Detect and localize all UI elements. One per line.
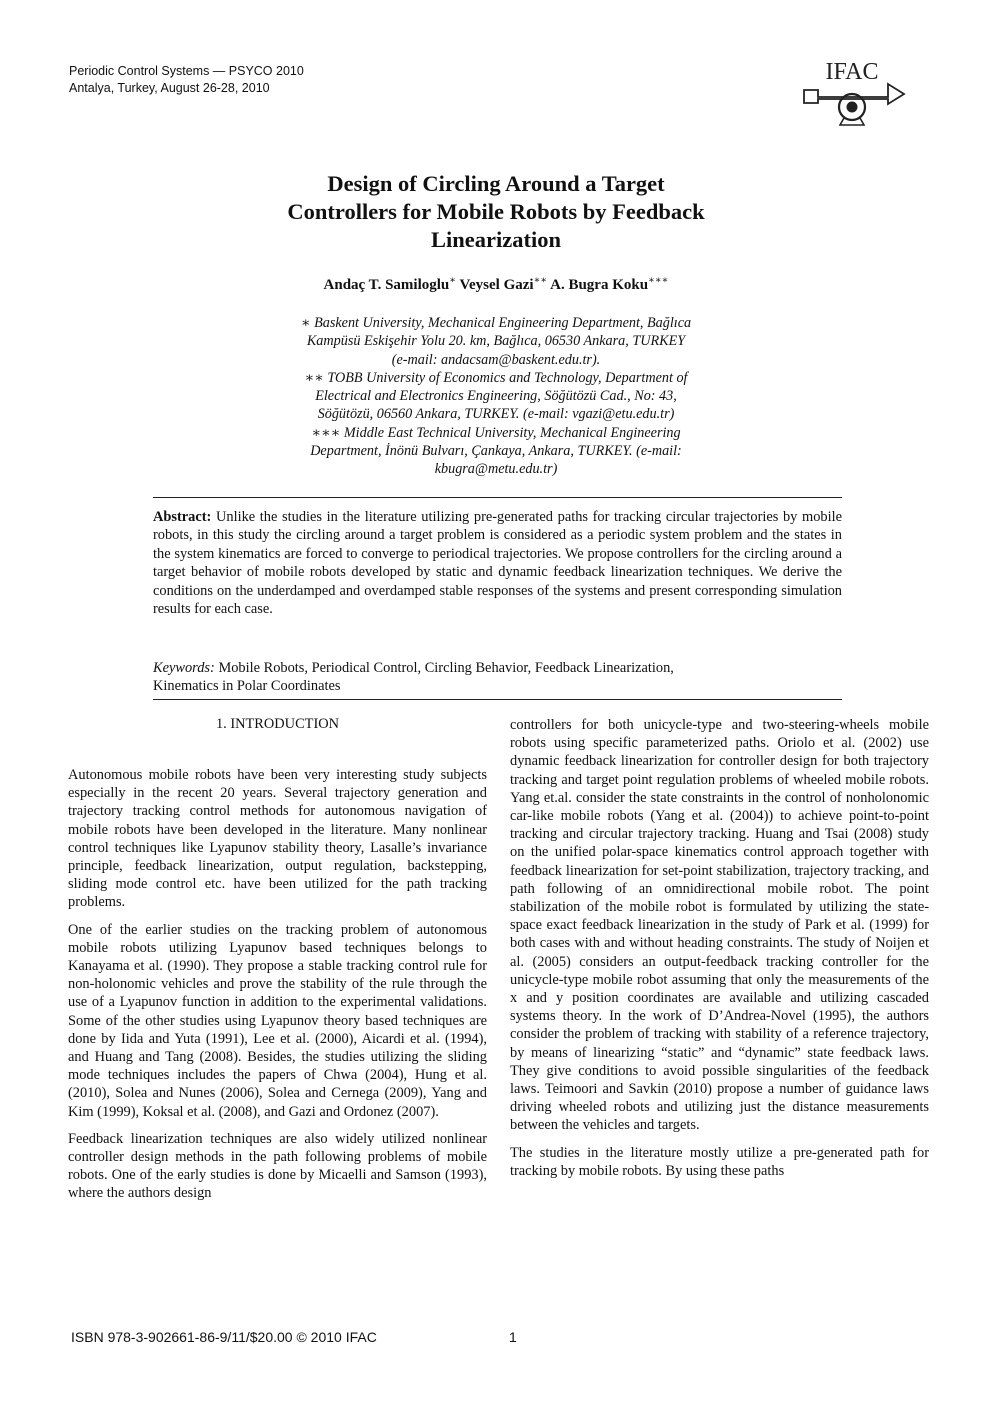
ifac-logo — [800, 57, 910, 129]
abstract-bottom-rule — [153, 699, 842, 700]
paragraph: Feedback linearization techniques are also widely utilized nonlinear controller design methods in the path following problems of mobile robots. One of the early studies is done by Micaelli and Samson (1993), where the authors design — [68, 1130, 487, 1202]
keywords-text: Kinematics in Polar Coordinates — [153, 678, 341, 695]
affiliation-line: ∗ Baskent University, Mechanical Engineering Department, Bağlıca — [300, 315, 692, 331]
conference-header — [69, 63, 304, 97]
paragraph: Autonomous mobile robots have been very interesting study subjects especially in the recent 20 years. Several trajectory generation and trajectory tracking control methods for autonomous navigation of mobile robots have been developed in the literature. Many nonlinear control techniques like Lyapunov stability theory, Lasalle’s invariance principle, feedback linearization, output regulation, backstepping, sliding mode control etc. have been utilized for the path tracking problems. — [68, 767, 487, 911]
keywords-label: Keywords: — [153, 660, 215, 676]
paragraph: controllers for both unicycle-type and two-steering-wheels mobile robots using specific parameterized paths. Oriolo et al. (2002) use dynamic feedback linearization for controller design for both trajectory tracking and target point regulation problems of wheeled mobile robots. Yang et.al. consider the state constraints in the control of nonholonomic car-like mobile robots (Yang et al. (2004)) to achieve point-to-point tracking and circular trajectory tracking. Huang and Tsai (2008) study on the unified polar-space kinematics control approach together with feedback linearization for set-point stabilization, trajectory tracking, and path following of an omnidirectional mobile robot. The point stabilization of the mobile robot is formulated by utilizing the state-space exact feedback linearization in the study of Park et al. (1999) for both cases with and without heading constraints. The study of Noijen et al. (2005) considers an output-feedback tracking controller for the unicycle-type mobile robot assuming that only the measurements of the x and y position coordinates are available and utilizing cascaded systems theory. In the work of D’Andrea-Novel (1995), the authors consider the problem of tracking with stability of a reference trajectory, by means of linearizing “static” and “dynamic” state feedback laws. They give conditions to avoid possible singularities of the feedback laws. Teimoori and Savkin (2010) propose a number of guidance laws driving wheeled robots and utilizing just the distance measurements between the vehicles and targets. — [510, 717, 929, 1134]
abstract-text: Unlike the studies in the literature utilizing pre-generated paths for tracking circular trajectories by mobile robots, in this study the circling around a target problem is considered as a periodic system problem and the states in the system kinematics are forced to converge to periodical trajectories. We propose controllers for the circling around a target behavior of mobile robots developed by static and dynamic feedback linearization techniques. We derive the conditions on the underdamped and overdamped stable responses of the systems and present corresponding simulation results for each case. — [153, 509, 842, 618]
conference-name: Periodic Control Systems — PSYCO 2010 — [69, 64, 304, 78]
affiliation-line: Söğütözü, 06560 Ankara, TURKEY. (e-mail: vgazi@etu.edu.tr) — [317, 406, 675, 423]
ifac-logo-text: IFAC — [825, 59, 879, 85]
paragraph: One of the earlier studies on the tracking problem of autonomous mobile robots utilizing Lyapunov based techniques belongs to Kanayama et al. (1990). They propose a stable tracking control rule for non-holonomic vehicles and prove the stability of the rule through the use of a Lyapunov function in addition to the experimental validations. Some of the other studies using Lyapunov theory based techniques are done by Iida and Yuta (1991), Lee et al. (2000), Aicardi et al. (1994), and Huang and Tang (2008). Besides, the studies utilizing the sliding mode techniques includes the papers of Chwa (2004), Hung et al. (2010), Solea and Nunes (2006), Solea and Cernega (2009), Yang and Kim (1999), Koksal et al. (2008), and Gazi and Ordonez (2007). — [68, 921, 487, 1120]
affiliation-line: ∗∗∗ Middle East Technical University, Mechanical Engineering — [311, 424, 681, 441]
conference-location-date: Antalya, Turkey, August 26-28, 2010 — [69, 81, 270, 95]
affiliation-line: ∗∗ TOBB University of Economics and Technology, Department of — [304, 369, 688, 386]
author-mark: ∗∗ — [533, 275, 548, 286]
abstract-top-rule — [153, 497, 842, 498]
author-name: A. Bugra Koku — [550, 277, 649, 293]
left-column — [68, 766, 487, 1212]
paper-title — [196, 170, 796, 254]
author-mark: ∗∗∗ — [648, 275, 669, 286]
right-column — [510, 716, 929, 1189]
section-heading: 1. INTRODUCTION — [215, 716, 340, 732]
isbn-footer: ISBN 978-3-902661-86-9/11/$20.00 © 2010 IFAC — [71, 1329, 377, 1345]
keywords — [153, 659, 842, 696]
title-line: Design of Circling Around a Target — [327, 171, 665, 196]
author-name: Andaç T. Samiloglu — [323, 277, 450, 293]
paragraph: The studies in the literature mostly utilize a pre-generated path for tracking by mobile robots. By using these paths — [510, 1144, 929, 1179]
author-list — [150, 275, 842, 294]
affiliations — [210, 314, 782, 479]
affiliation-line: Electrical and Electronics Engineering, Söğütözü Cad., No: 43, — [315, 388, 677, 405]
affiliation-line: (e-mail: andacsam@baskent.edu.tr). — [391, 351, 601, 368]
abstract — [153, 508, 842, 618]
affiliation-line: kbugra@metu.edu.tr) — [434, 461, 558, 478]
abstract-label: Abstract: — [153, 509, 212, 525]
author-name: Veysel Gazi — [459, 277, 534, 293]
keywords-text: Mobile Robots, Periodical Control, Circling Behavior, Feedback Linearization, — [218, 660, 674, 676]
title-line: Linearization — [431, 227, 561, 252]
affiliation-line: Kampüsü Eskişehir Yolu 20. km, Bağlıca, 06530 Ankara, TURKEY — [306, 333, 686, 350]
affiliation-line: Department, İnönü Bulvarı, Çankaya, Ankara, TURKEY. (e-mail: — [310, 443, 682, 460]
author-mark: ∗ — [449, 275, 457, 286]
title-line: Controllers for Mobile Robots by Feedback — [287, 199, 705, 224]
page-number: 1 — [509, 1329, 517, 1345]
